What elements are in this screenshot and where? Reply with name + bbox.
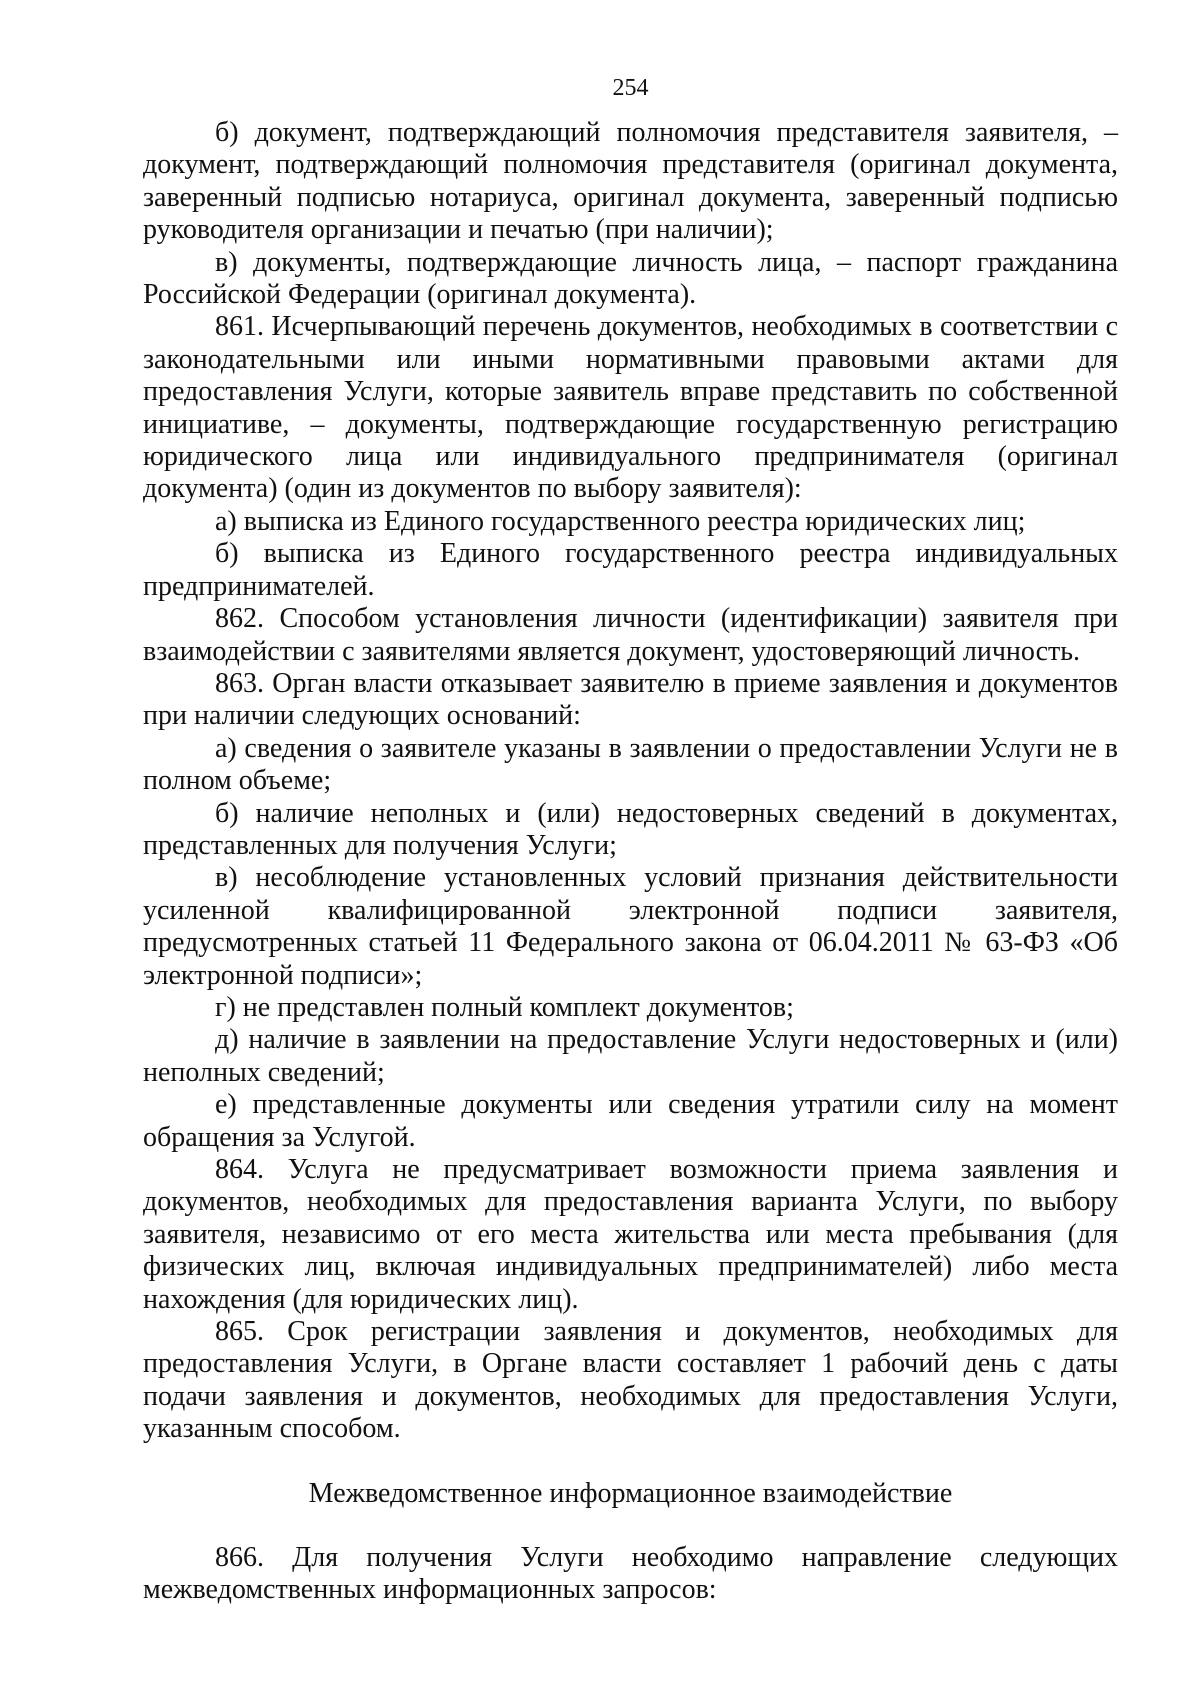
paragraph-865: 865. Срок регистрации заявления и документов, необходимых для предоставления Услуги, в Органе власти составляет 1 рабочий день с даты подачи заявления и документов, необходимых для предоставления Услуги, указанным способом.: [143, 1316, 1118, 1445]
paragraph-861-a: а) выписка из Единого государственного реестра юридических лиц;: [215, 505, 1026, 537]
paragraph-863-g: г) не представлен полный комплект документов;: [215, 991, 794, 1023]
paragraph-863-d: д) наличие в заявлении на предоставление Услуги недостоверных и (или) неполных сведений;: [143, 1024, 1118, 1088]
document-body: [143, 117, 1118, 1607]
paragraph-862: 862. Способом установления личности (идентификации) заявителя при взаимодействии с заявителями является документ, удостоверяющий личность.: [143, 603, 1118, 667]
paragraph-861-b: б) выписка из Единого государственного реестра индивидуальных предпринимателей.: [143, 538, 1118, 602]
paragraph-863-a: а) сведения о заявителе указаны в заявлении о предоставлении Услуги не в полном объеме;: [143, 732, 1118, 797]
paragraph-864: 864. Услуга не предусматривает возможности приема заявления и документов, необходимых для предоставления варианта Услуги, по выбору заявителя, независимо от его места жительства или места пребывания (для физических лиц, включая индивидуальных предпринимателей) либо места нахождения (для юридических лиц).: [143, 1154, 1118, 1315]
paragraph-863-b: б) наличие неполных и (или) недостоверных сведений в документах, представленных для получения Услуги;: [143, 797, 1118, 861]
paragraph-861: 861. Исчерпывающий перечень документов, необходимых в соответствии с законодательными или иными нормативными правовыми актами для предоставления Услуги, которые заявитель вправе представить по собственной инициативе, – документы, подтверждающие государственную регистрацию юридического лица или индивидуального предпринимателя (оригинал документа) (один из документов по выбору заявителя):: [143, 311, 1118, 505]
paragraph-v-identity-documents: в) документы, подтверждающие личность лица, – паспорт гражданина Российской Федерации (оригинал документа).: [143, 246, 1118, 311]
paragraph-863-v: в) несоблюдение установленных условий признания действительности усиленной квалифицированной электронной подписи заявителя, предусмотренных статьей 11 Федерального закона от 06.04.2011 № 63-ФЗ «Об электронной подписи»;: [143, 862, 1118, 991]
section-heading: Межведомственное информационное взаимодействие: [308, 1477, 953, 1509]
page-number: 254: [612, 75, 649, 101]
paragraph-863-e: е) представленные документы или сведения утратили силу на момент обращения за Услугой.: [143, 1089, 1118, 1153]
paragraph-863: 863. Орган власти отказывает заявителю в приеме заявления и документов при наличии следующих оснований:: [143, 667, 1118, 732]
paragraph-b-representative-document: б) документ, подтверждающий полномочия представителя заявителя, – документ, подтверждающий полномочия представителя (оригинал документа, заверенный подписью нотариуса, оригинал документа, заверенный подписью руководителя организации и печатью (при наличии);: [143, 117, 1118, 246]
paragraph-866: 866. Для получения Услуги необходимо направление следующих межведомственных информационных запросов:: [143, 1542, 1118, 1606]
